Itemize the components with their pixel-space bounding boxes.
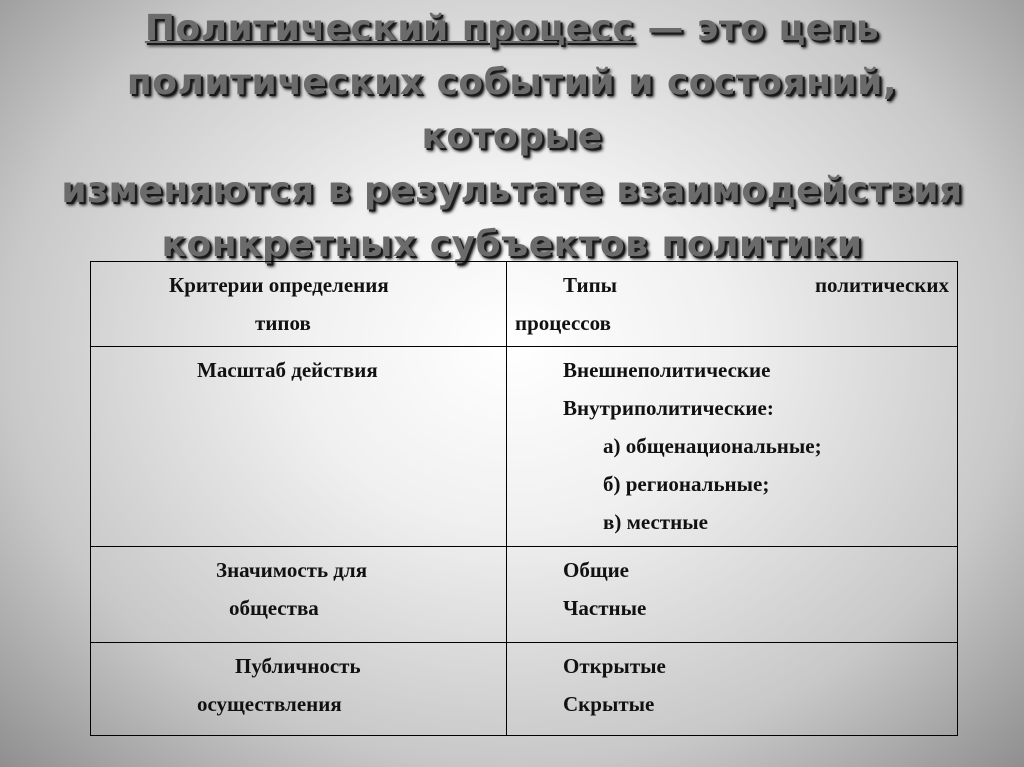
header-types-line-1 bbox=[515, 266, 949, 304]
process-types-table bbox=[90, 261, 958, 736]
criterion-publicity-line-2: осуществления bbox=[197, 692, 342, 716]
slide-title bbox=[30, 2, 994, 272]
type-item: Внешнеполитические bbox=[563, 358, 771, 382]
type-subitem: в) местные bbox=[603, 510, 708, 534]
title-line-1-rest: — это цепь bbox=[634, 8, 880, 49]
table-row bbox=[91, 347, 958, 547]
types-cell bbox=[507, 547, 958, 643]
types-cell bbox=[507, 643, 958, 736]
table-row bbox=[91, 547, 958, 643]
type-item: Скрытые bbox=[563, 692, 655, 716]
header-types-cell bbox=[507, 262, 958, 347]
criterion-scale: Масштаб действия bbox=[197, 358, 378, 382]
title-line-3: изменяются в результате взаимодействия bbox=[61, 170, 963, 211]
criterion-significance-line-2: общества bbox=[229, 596, 319, 620]
title-line-4: конкретных субъектов политики bbox=[161, 224, 863, 265]
types-cell bbox=[507, 347, 958, 547]
header-types-word-2: политических bbox=[814, 273, 949, 297]
title-term: Политический процесс bbox=[144, 8, 635, 49]
header-criteria-cell bbox=[91, 262, 507, 347]
title-line-2: политических событий и состояний, которые bbox=[126, 62, 898, 157]
type-subitem: а) общенациональные; bbox=[603, 434, 822, 458]
header-types-line-2: процессов bbox=[515, 311, 611, 335]
type-item: Общие bbox=[563, 558, 629, 582]
header-criteria-line-1: Критерии определения bbox=[169, 273, 389, 297]
type-item: Частные bbox=[563, 596, 647, 620]
type-item: Открытые bbox=[563, 654, 666, 678]
table-header-row bbox=[91, 262, 958, 347]
criterion-cell bbox=[91, 347, 507, 547]
criterion-significance-line-1: Значимость для bbox=[216, 558, 368, 582]
header-criteria-line-2: типов bbox=[255, 311, 311, 335]
type-subitem: б) региональные; bbox=[603, 472, 770, 496]
type-item: Внутриполитические: bbox=[563, 396, 774, 420]
table-row bbox=[91, 643, 958, 736]
header-types-word-1: Типы bbox=[563, 273, 618, 297]
criterion-publicity-line-1: Публичность bbox=[235, 654, 361, 678]
criterion-cell bbox=[91, 547, 507, 643]
title-line-1 bbox=[30, 2, 994, 56]
criterion-cell bbox=[91, 643, 507, 736]
